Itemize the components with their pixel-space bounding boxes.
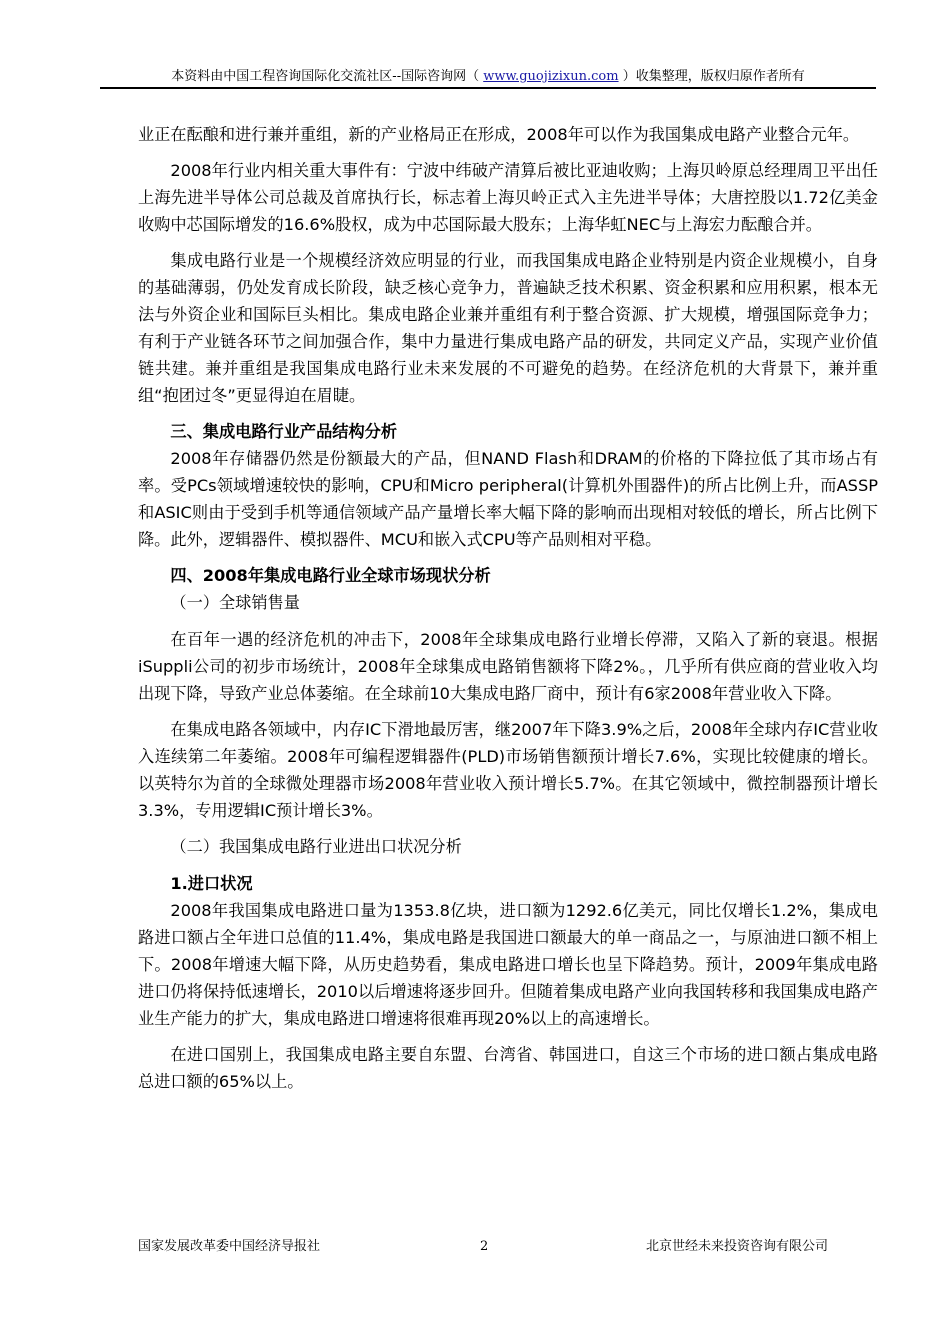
paragraph-import-status: 2008年我国集成电路进口量为1353.8亿块，进口额为1292.6亿美元，同比仅增长1.2%，集成电路进口额占全年进口总值的11.4%，集成电路是我国进口额最大的单一商品之一，与原油进口额不相上下。2008年增速大幅下降，从历史趋势看，集成电路进口增长也呈下降趋势。预计，2009年集成电路进口仍将保持低速增长，2010以后增速将逐步回升。但随着集成电路产业向我国转移和我国集成电路产业生产能力的扩大，集成电路进口增速将很难再现20%以上的高速增长。 xyxy=(138,901,878,1028)
page-number: 2 xyxy=(480,1239,489,1254)
page-footer xyxy=(138,1237,828,1257)
subheading-global-sales: （一）全球销售量 xyxy=(170,593,300,612)
paragraph-product-structure: 2008年存储器仍然是份额最大的产品，但NAND Flash和DRAM的价格的下降拉低了其市场占有率。受PCs领域增速较快的影响，CPU和Micro peripheral(计算机外围器件)的所占比例上升，而ASSP和ASIC则由于受到手机等通信领域产品产量增长率大幅下降的影响而出现相对较低的增长，所占比例下降。此外，逻辑器件、模拟器件、MCU和嵌入式CPU等产品则相对平稳。 xyxy=(138,449,878,549)
footer-left: 国家发展改革委中国经济导报社 xyxy=(138,1239,321,1254)
paragraph-major-events: 2008年行业内相关重大事件有：宁波中纬破产清算后被比亚迪收购；上海贝岭原总经理周卫平出任上海先进半导体公司总裁及首席执行长，标志着上海贝岭正式入主先进半导体；大唐控股以1.72亿美金收购中芯国际增发的16.6%股权，成为中芯国际最大股东；上海华虹NEC与上海宏力酝酿合并。 xyxy=(138,161,878,234)
page-body xyxy=(138,121,878,1104)
heading-global-market: 四、2008年集成电路行业全球市场现状分析 xyxy=(170,566,491,585)
page-header xyxy=(100,68,876,89)
header-link[interactable]: www.guojizixun.com xyxy=(483,69,619,84)
paragraph-global-sales: 在百年一遇的经济危机的冲击下，2008年全球集成电路行业增长停滞，又陷入了新的衰退。根据iSuppli公司的初步市场统计，2008年全球集成电路销售额将下降2%。，几乎所有供应商的营业收入均出现下降，导致产业总体萎缩。在全球前10大集成电路厂商中，预计有6家2008年营业收入下降。 xyxy=(138,630,878,703)
heading-import-status: 1.进口状况 xyxy=(170,874,253,893)
paragraph-segments: 在集成电路各领域中，内存IC下滑地最厉害，继2007年下降3.9%之后，2008年全球内存IC营业收入连续第二年萎缩。2008年可编程逻辑器件(PLD)市场销售额预计增长7.6%，实现比较健康的增长。以英特尔为首的全球微处理器市场2008年营业收入预计增长5.7%。在其它领域中，微控制器预计增长3.3%，专用逻辑IC预计增长3%。 xyxy=(138,720,878,820)
footer-right: 北京世经未来投资咨询有限公司 xyxy=(645,1239,828,1254)
paragraph-import-origins: 在进口国别上，我国集成电路主要自东盟、台湾省、韩国进口，自这三个市场的进口额占集成电路总进口额的65%以上。 xyxy=(138,1045,878,1091)
header-suffix: ）收集整理，版权归原作者所有 xyxy=(618,69,805,84)
heading-product-structure: 三、集成电路行业产品结构分析 xyxy=(170,422,398,441)
paragraph-continuation: 业正在酝酿和进行兼并重组，新的产业格局正在形成，2008年可以作为我国集成电路产业整合元年。 xyxy=(138,125,860,144)
subheading-import-export: （二）我国集成电路行业进出口状况分析 xyxy=(170,837,462,856)
paragraph-merger-analysis: 集成电路行业是一个规模经济效应明显的行业，而我国集成电路企业特别是内资企业规模小，自身的基础薄弱，仍处发育成长阶段，缺乏核心竞争力，普遍缺乏技术积累、资金积累和应用积累，根本无法与外资企业和国际巨头相比。集成电路企业兼并重组有利于整合资源、扩大规模，增强国际竞争力；有利于产业链各环节之间加强合作，集中力量进行集成电路产品的研发，共同定义产品，实现产业价值链共建。兼并重组是我国集成电路行业未来发展的不可避免的趋势。在经济危机的大背景下，兼并重组“抱团过冬”更显得迫在眉睫。 xyxy=(138,251,878,405)
header-prefix: 本资料由中国工程咨询国际化交流社区--国际咨询网（ xyxy=(171,69,484,84)
